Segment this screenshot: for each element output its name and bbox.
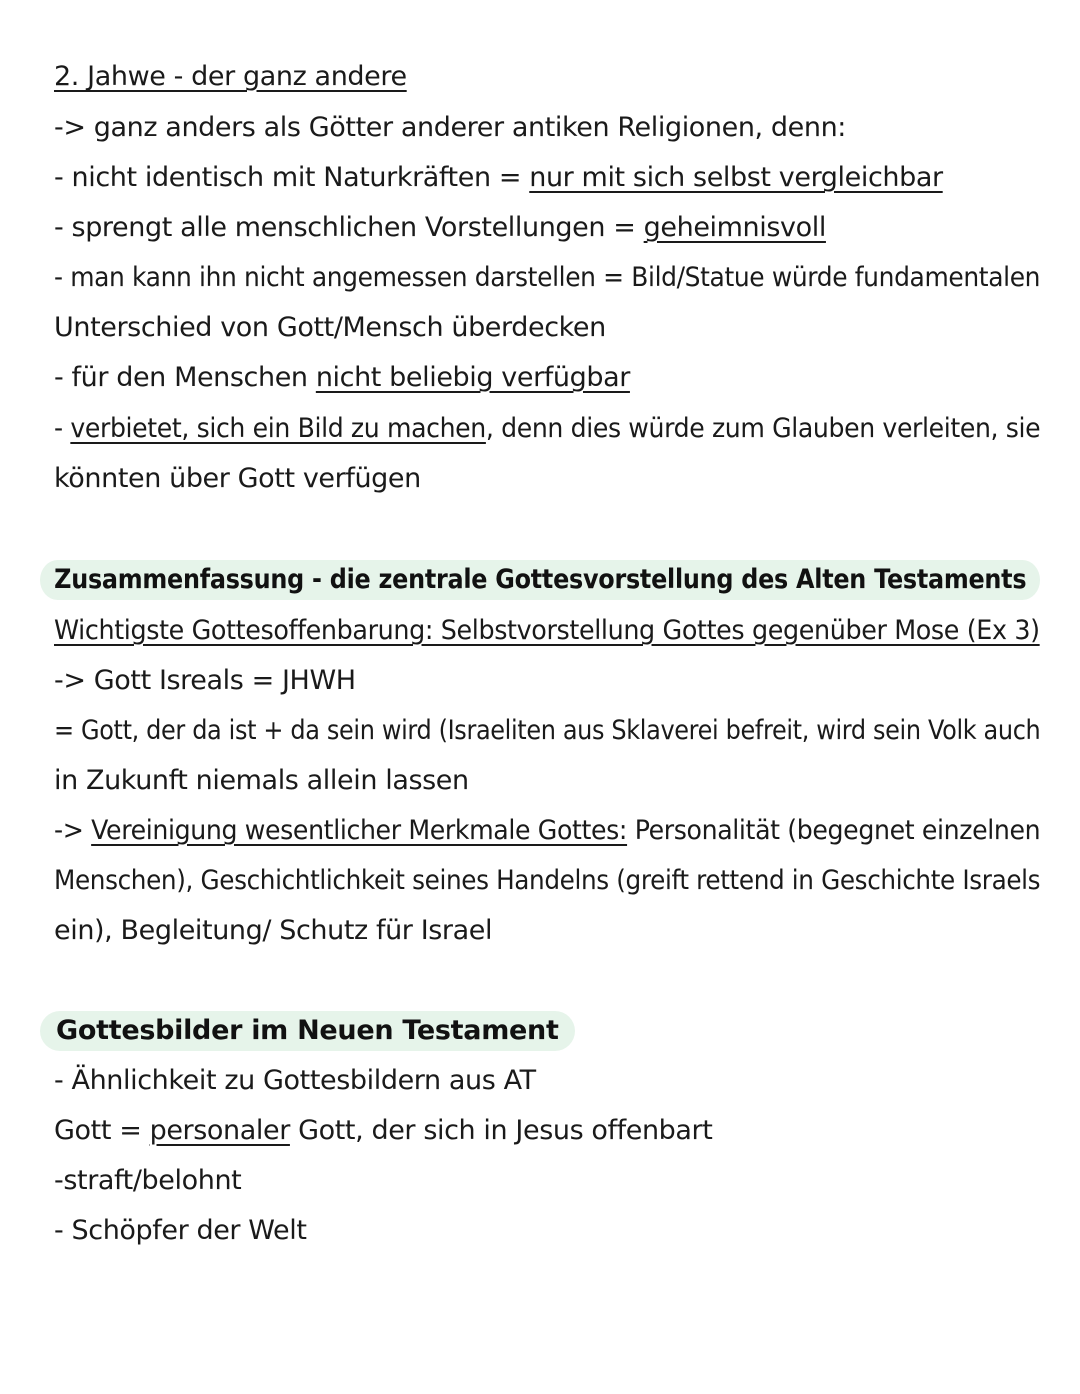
summary-line-3: = Gott, der da ist + da sein wird (Israeliten aus Sklaverei befreit, wird sein Volk auch bbox=[54, 715, 1041, 746]
summary-line-5-underlined: Vereinigung wesentlicher Merkmale Gottes: bbox=[91, 815, 628, 846]
jahwe-bullet-4-text: - für den Menschen bbox=[54, 362, 316, 393]
jahwe-bullet-2-underlined: geheimnisvoll bbox=[643, 212, 826, 243]
nt-line-2-underlined: personaler bbox=[149, 1115, 290, 1146]
jahwe-bullet-4-underlined: nicht beliebig verfügbar bbox=[315, 362, 630, 393]
nt-line-2 bbox=[54, 1112, 712, 1150]
section-title-text: 2. Jahwe - der ganz andere bbox=[54, 61, 407, 92]
nt-heading: Gottesbilder im Neuen Testament bbox=[40, 1011, 575, 1051]
section-title-jahwe bbox=[54, 58, 407, 96]
summary-line-7: ein), Begleitung/ Schutz für Israel bbox=[54, 915, 493, 946]
summary-heading: Zusammenfassung - die zentrale Gottesvorstellung des Alten Testaments bbox=[40, 560, 1040, 600]
jahwe-bullet-5-dash: - bbox=[54, 413, 71, 444]
jahwe-bullet-5-underlined: verbietet, sich ein Bild zu machen bbox=[70, 413, 486, 444]
summary-line-4: in Zukunft niemals allein lassen bbox=[54, 765, 469, 796]
jahwe-bullet-5-line-2: könnten über Gott verfügen bbox=[54, 463, 421, 494]
summary-line-6: Menschen), Geschichtlichkeit seines Handelns (greift rettend in Geschichte Israels bbox=[54, 865, 1041, 896]
jahwe-bullet-3-line-1: - man kann ihn nicht angemessen darstellen = Bild/Statue würde fundamentalen bbox=[54, 262, 1041, 293]
jahwe-bullet-1-text: - nicht identisch mit Naturkräften = bbox=[54, 162, 530, 193]
summary-line-1-underlined: Wichtigste Gottesoffenbarung: Selbstvorstellung Gottes gegenüber Mose (Ex 3) bbox=[54, 615, 1040, 646]
jahwe-intro: -> ganz anders als Götter anderer antiken Religionen, denn: bbox=[54, 112, 846, 143]
nt-line-3: -straft/belohnt bbox=[54, 1165, 242, 1196]
nt-line-4: - Schöpfer der Welt bbox=[54, 1215, 307, 1246]
jahwe-bullet-5-rest: , denn dies würde zum Glauben verleiten, sie bbox=[485, 413, 1041, 444]
summary-line-5 bbox=[54, 812, 1040, 850]
summary-line-5-arrow: -> bbox=[54, 815, 92, 846]
summary-line-1 bbox=[54, 612, 1040, 650]
nt-line-2-rest: Gott, der sich in Jesus offenbart bbox=[289, 1115, 713, 1146]
jahwe-bullet-5-line-1 bbox=[54, 410, 1040, 448]
jahwe-bullet-1-underlined: nur mit sich selbst vergleichbar bbox=[529, 162, 943, 193]
nt-line-1: - Ähnlichkeit zu Gottesbildern aus AT bbox=[54, 1065, 536, 1096]
summary-line-5-rest: Personalität (begegnet einzelnen bbox=[627, 815, 1041, 846]
jahwe-bullet-4 bbox=[54, 359, 630, 397]
jahwe-bullet-3-line-2: Unterschied von Gott/Mensch überdecken bbox=[54, 312, 606, 343]
nt-line-2-text: Gott = bbox=[54, 1115, 150, 1146]
jahwe-bullet-2-text: - sprengt alle menschlichen Vorstellungen = bbox=[54, 212, 644, 243]
jahwe-bullet-1 bbox=[54, 159, 943, 197]
summary-line-2: -> Gott Isreals = JHWH bbox=[54, 665, 356, 696]
jahwe-bullet-2 bbox=[54, 209, 826, 247]
